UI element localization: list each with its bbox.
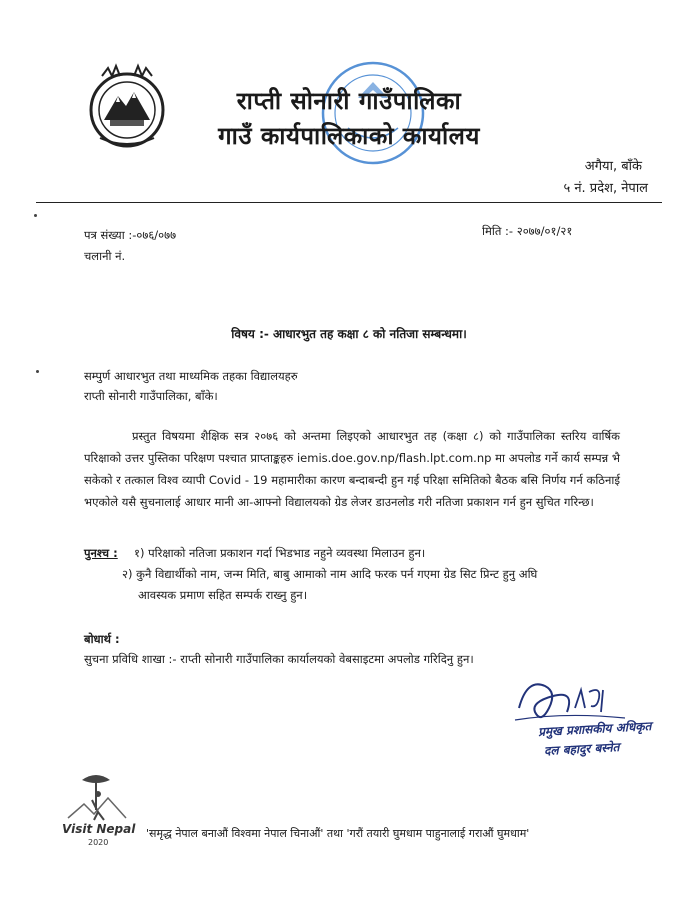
margin-dot — [34, 214, 37, 217]
office-title-line1: राप्ती सोनारी गाउँपालिका — [236, 87, 462, 115]
visit-nepal-text: Visit Nepal — [62, 822, 136, 836]
letter-date: मिति :- २०७७/०१/२१ — [482, 224, 573, 238]
body-paragraph: प्रस्तुत विषयमा शैक्षिक सत्र २०७६ को अन्तमा लिइएको आधारभुत तह (कक्षा ८) को गाउँपालिका स्तरिय वार्षिक परिक्षाको उत्तर पुस्तिका परिक्षण पश्चात प्राप्ताङ्कहरु iemis.doe.gov.np/flash.lpt.com.np मा अपलोड गर्ने कार्य सम्पन्न भै सकेको र तत्काल विश्व व्यापी Covid - 19 महामारीका कारण बन्दाबन्दी हुन गई परिक्षा समितिको बैठक बसि निर्णय गर्न कठिनाई भएकोले यसै सुचनालाई आधार मानी आ-आफ्नो विद्यालयको ग्रेड लेजर डाउनलोड गरी नतिजा प्रकाशन गर्न हुन सुचित गरिन्छ। — [84, 429, 620, 509]
signatory-title: प्रमुख प्रशासकीय अधिकृत — [537, 719, 652, 739]
letter-number: पत्र संख्या :-०७६/०७७ — [84, 228, 177, 242]
office-title-line2: गाउँ कार्यपालिकाको कार्यालय — [218, 122, 480, 150]
recipient-line2: राप्ती सोनारी गाउँपालिका, बाँके। — [84, 389, 218, 403]
visit-nepal-year: 2020 — [88, 838, 109, 847]
footer-slogan: 'समृद्ध नेपाल बनाऔं विश्वमा नेपाल चिनाऔं' तथा 'गरौं तयारी घुमधाम पाहुनालाई गराऔं घुमधाम' — [146, 827, 530, 840]
recipient-line1: सम्पुर्ण आधारभुत तथा माध्यमिक तहका विद्यालयहरु — [84, 369, 298, 383]
postscript-item-2-line1: २) कुनै विद्यार्थीको नाम, जन्म मिति, बाबु आमाको नाम आदि फरक पर्न गएमा ग्रेड सिट प्रिन्ट हुनु अघि — [122, 567, 538, 581]
office-address-line1: अगैया, बाँके — [584, 159, 642, 174]
postscript-label: पुनश्च : — [84, 546, 118, 560]
header-divider — [36, 202, 662, 203]
cc-line: सुचना प्रविधि शाखा :- राप्ती सोनारी गाउँपालिका कार्यालयको वेबसाइटमा अपलोड गरिदिनु हुन। — [84, 652, 474, 666]
signatory-name: दल बहादुर बस्नेत — [543, 740, 620, 758]
dispatch-number: चलानी नं. — [84, 249, 126, 263]
postscript-item-1: १) परिक्षाको नतिजा प्रकाशन गर्दा भिडभाड नहुने व्यवस्था मिलाउन हुन। — [134, 546, 426, 560]
office-address-line2: ५ नं. प्रदेश, नेपाल — [563, 181, 648, 196]
postscript-item-2-line2: आवस्यक प्रमाण सहित सम्पर्क राख्नु हुन। — [138, 588, 308, 602]
margin-dot — [36, 370, 39, 373]
letter-subject: विषय :- आधारभुत तह कक्षा ८ को नतिजा सम्बन्धमा। — [231, 327, 467, 341]
cc-label: बोधार्थ : — [84, 632, 120, 646]
